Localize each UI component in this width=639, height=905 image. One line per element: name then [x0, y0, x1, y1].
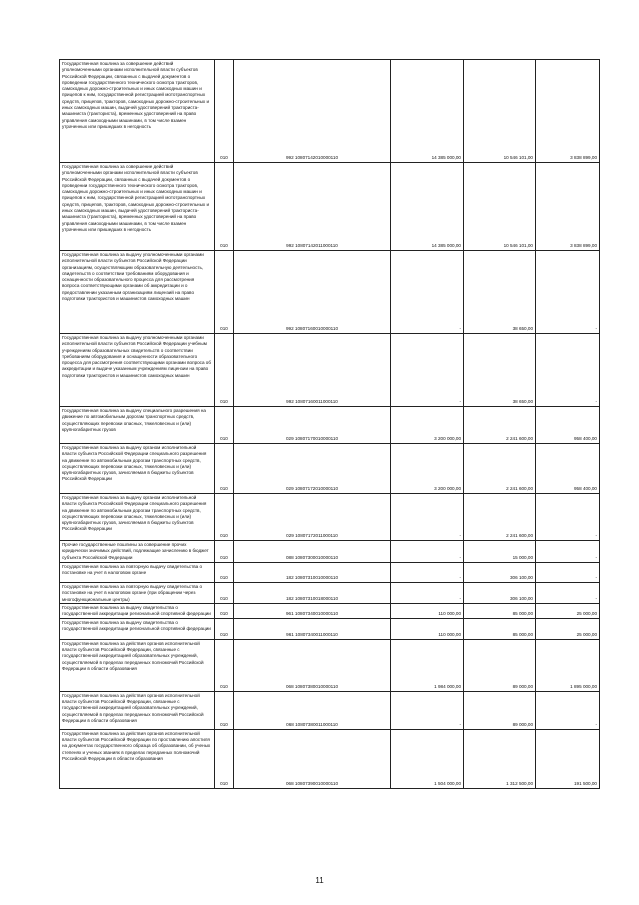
budget-code-cell: 961 10807340010000110 — [234, 603, 391, 618]
unexecuted-amount-cell: - — [536, 494, 600, 541]
table-row — [60, 494, 600, 541]
approved-amount-cell: 1 504 000,00 — [391, 729, 464, 788]
approved-amount-cell: 14 385 000,00 — [391, 60, 464, 163]
revenue-name-cell: Государственная пошлина за действия органов исполнительной власти субъектов Российской Федерации, связанные с государственной аккредитацией образовательных учреждений, осуществляемой в пределах переданных полномочий Российской Федерации в области образования — [60, 639, 215, 691]
revenue-name-cell: Государственная пошлина за действия органов исполнительной власти субъектов Российской Федерации, связанные с государственной аккредитацией образовательных учреждений, осуществляемой в пределах переданных полномочий Российской Федерации в области образования — [60, 691, 215, 729]
revenue-name-cell: Государственная пошлина за выдачу уполномоченными органами исполнительной власти субъектов Российской Федерации организациям, осуществляющим образовательную деятельность, свидетельств о соответствии требованиям оборудования и оснащенности образовательного процесса для рассмотрения вопроса соответствующими органами об аккредитации и о предоставлении указанным организациям лицензий на право подготовки трактористов и машинистов самоходных машин — [60, 251, 215, 334]
unexecuted-amount-cell: - — [536, 563, 600, 583]
table-row — [60, 618, 600, 639]
line-code-cell: 010 — [215, 603, 234, 618]
budget-code-cell: 992 10807142011000110 — [234, 163, 391, 251]
executed-amount-cell: 15 000,00 — [464, 541, 536, 563]
budget-code-cell: 992 10807160011000110 — [234, 334, 391, 407]
approved-amount-cell: 1 984 000,00 — [391, 639, 464, 691]
executed-amount-cell: 1 312 500,00 — [464, 729, 536, 788]
revenue-name-cell: Государственная пошлина за выдачу свидетельства о государственной аккредитации региональной спортивной федерации — [60, 618, 215, 639]
unexecuted-amount-cell: 3 838 899,00 — [536, 163, 600, 251]
table-body — [60, 60, 600, 789]
approved-amount-cell: 3 200 000,00 — [391, 444, 464, 494]
executed-amount-cell: 85 000,00 — [464, 603, 536, 618]
budget-code-cell: 182 10807310010000110 — [234, 563, 391, 583]
line-code-cell: 010 — [215, 163, 234, 251]
table-row — [60, 729, 600, 788]
table-row — [60, 563, 600, 583]
table-row — [60, 60, 600, 163]
line-code-cell: 010 — [215, 618, 234, 639]
unexecuted-amount-cell: 1 895 000,00 — [536, 639, 600, 691]
executed-amount-cell: 10 546 101,00 — [464, 60, 536, 163]
revenue-name-cell: Государственная пошлина за выдачу уполномоченными органами исполнительной власти субъектов Российской Федерации учебным учреждениям образовательных свидетельств о соответствии требованиям оборудования и оснащенности образовательного процесса для рассмотрения соответствующими органами вопроса об аккредитации и выдаче указанным учреждениям лицензии на право подготовки трактористов и машинистов самоходных машин — [60, 334, 215, 407]
budget-code-cell: 029 10807172010000110 — [234, 444, 391, 494]
table-row — [60, 251, 600, 334]
budget-code-cell: 992 10807142010000110 — [234, 60, 391, 163]
revenue-name-cell: Государственная пошлина за выдачу органом исполнительной власти субъекта Российской Федерации специального разрешения на движение по автомобильным дорогам транспортных средств, осуществляющих перевозки опасных, тяжеловесных и (или) крупногабаритных грузов, зачисляемая в бюджеты субъектов Российской Федерации — [60, 444, 215, 494]
approved-amount-cell: - — [391, 541, 464, 563]
revenue-name-cell: Государственная пошлина за действия органов исполнительной власти субъектов Российской Федерации по проставлению апостиля на документах государственного образца об образовании, об ученых степенях и ученых званиях в пределах переданных полномочий Российской Федерации в области образования — [60, 729, 215, 788]
table-row — [60, 639, 600, 691]
budget-code-cell: 182 10807310018000110 — [234, 583, 391, 604]
executed-amount-cell: 2 241 600,00 — [464, 444, 536, 494]
table-row — [60, 407, 600, 444]
unexecuted-amount-cell: 958 400,00 — [536, 444, 600, 494]
table-row — [60, 691, 600, 729]
approved-amount-cell: 3 200 000,00 — [391, 407, 464, 444]
executed-amount-cell: 2 241 600,00 — [464, 407, 536, 444]
budget-code-cell: 068 10807380011000110 — [234, 691, 391, 729]
table-row — [60, 334, 600, 407]
revenue-name-cell: Государственная пошлина за повторную выдачу свидетельства о постановке на учет в налоговом органе — [60, 563, 215, 583]
line-code-cell: 010 — [215, 60, 234, 163]
budget-code-cell: 068 10807380010000110 — [234, 639, 391, 691]
table-row — [60, 603, 600, 618]
line-code-cell: 010 — [215, 334, 234, 407]
executed-amount-cell: 2 241 600,00 — [464, 494, 536, 541]
executed-amount-cell: 306 100,00 — [464, 583, 536, 604]
executed-amount-cell: 38 650,00 — [464, 251, 536, 334]
approved-amount-cell: - — [391, 334, 464, 407]
approved-amount-cell: 110 000,00 — [391, 603, 464, 618]
approved-amount-cell: - — [391, 583, 464, 604]
approved-amount-cell: 110 000,00 — [391, 618, 464, 639]
revenue-table — [59, 59, 600, 789]
line-code-cell: 010 — [215, 583, 234, 604]
table-row — [60, 583, 600, 604]
line-code-cell: 010 — [215, 729, 234, 788]
line-code-cell: 010 — [215, 563, 234, 583]
table-row — [60, 444, 600, 494]
line-code-cell: 010 — [215, 251, 234, 334]
revenue-name-cell: Государственная пошлина за выдачу специального разрешения на движение по автомобильным дорогам транспортных средств, осуществляющих перевозки опасных, тяжеловесных и (или) крупногабаритных грузов — [60, 407, 215, 444]
line-code-cell: 010 — [215, 639, 234, 691]
revenue-name-cell: Государственная пошлина за выдачу органом исполнительной власти субъекта Российской Федерации специального разрешения на движение по автомобильным дорогам транспортных средств, осуществляющих перевозки опасных, тяжеловесных и (или) крупногабаритных грузов, зачисляемая в бюджеты субъектов Российской Федерации — [60, 494, 215, 541]
line-code-cell: 010 — [215, 691, 234, 729]
budget-code-cell: 992 10807160010000110 — [234, 251, 391, 334]
table-row — [60, 541, 600, 563]
unexecuted-amount-cell: - — [536, 334, 600, 407]
executed-amount-cell: 38 650,00 — [464, 334, 536, 407]
executed-amount-cell: 89 000,00 — [464, 639, 536, 691]
revenue-name-cell: Прочие государственные пошлины за совершение прочих юридически значимых действий, подлежащие зачислению в бюджет субъекта Российской Федерации — [60, 541, 215, 563]
executed-amount-cell: 85 000,00 — [464, 618, 536, 639]
unexecuted-amount-cell: 3 838 899,00 — [536, 60, 600, 163]
approved-amount-cell: - — [391, 691, 464, 729]
revenue-name-cell: Государственная пошлина за совершение действий уполномоченными органами исполнительной власти субъектов Российской Федерации, связанных с выдачей документов о проведении государственного технического осмотра тракторов, самоходных дорожно-строительных и иных самоходных машин и прицепов к ним, государственной регистрацией мототранспортных средств, прицепов, тракторов, самоходных дорожно-строительных и иных самоходных машин, выдачей удостоверений тракториста-машиниста (тракториста), временных удостоверений на право управления самоходными машинами, в том числе взамен утраченных или пришедших в негодность — [60, 163, 215, 251]
approved-amount-cell: - — [391, 494, 464, 541]
unexecuted-amount-cell: - — [536, 251, 600, 334]
budget-code-cell: 029 10807170010000110 — [234, 407, 391, 444]
approved-amount-cell: - — [391, 251, 464, 334]
executed-amount-cell: 89 000,00 — [464, 691, 536, 729]
table-row — [60, 163, 600, 251]
unexecuted-amount-cell: 25 000,00 — [536, 618, 600, 639]
budget-code-cell: 068 10807390010000110 — [234, 729, 391, 788]
approved-amount-cell: - — [391, 563, 464, 583]
budget-code-cell: 088 10807300010000110 — [234, 541, 391, 563]
line-code-cell: 010 — [215, 444, 234, 494]
line-code-cell: 010 — [215, 541, 234, 563]
line-code-cell: 010 — [215, 494, 234, 541]
revenue-name-cell: Государственная пошлина за повторную выдачу свидетельства о постановке на учет в налоговом органе (при обращении через многофункциональные центры) — [60, 583, 215, 604]
unexecuted-amount-cell: - — [536, 541, 600, 563]
executed-amount-cell: 10 546 101,00 — [464, 163, 536, 251]
line-code-cell: 010 — [215, 407, 234, 444]
unexecuted-amount-cell: 191 500,00 — [536, 729, 600, 788]
page-number: 11 — [315, 876, 324, 885]
unexecuted-amount-cell: 25 000,00 — [536, 603, 600, 618]
unexecuted-amount-cell: 958 400,00 — [536, 407, 600, 444]
unexecuted-amount-cell: - — [536, 691, 600, 729]
unexecuted-amount-cell: - — [536, 583, 600, 604]
revenue-name-cell: Государственная пошлина за совершение действий уполномоченными органами исполнительной власти субъектов Российской Федерации, связанных с выдачей документов о проведении государственного технического осмотра тракторов, самоходных дорожно-строительных и иных самоходных машин и прицепов к ним, государственной регистрацией мототранспортных средств, прицепов, тракторов, самоходных дорожно-строительных и иных самоходных машин, выдачей удостоверений тракториста-машиниста (тракториста), временных удостоверений на право управления самоходными машинами, в том числе взамен утраченных или пришедших в негодность — [60, 60, 215, 163]
budget-code-cell: 961 10807340011000110 — [234, 618, 391, 639]
approved-amount-cell: 14 385 000,00 — [391, 163, 464, 251]
budget-code-cell: 029 10807172011000110 — [234, 494, 391, 541]
revenue-name-cell: Государственная пошлина за выдачу свидетельства о государственной аккредитации региональной спортивной федерации — [60, 603, 215, 618]
executed-amount-cell: 306 100,00 — [464, 563, 536, 583]
